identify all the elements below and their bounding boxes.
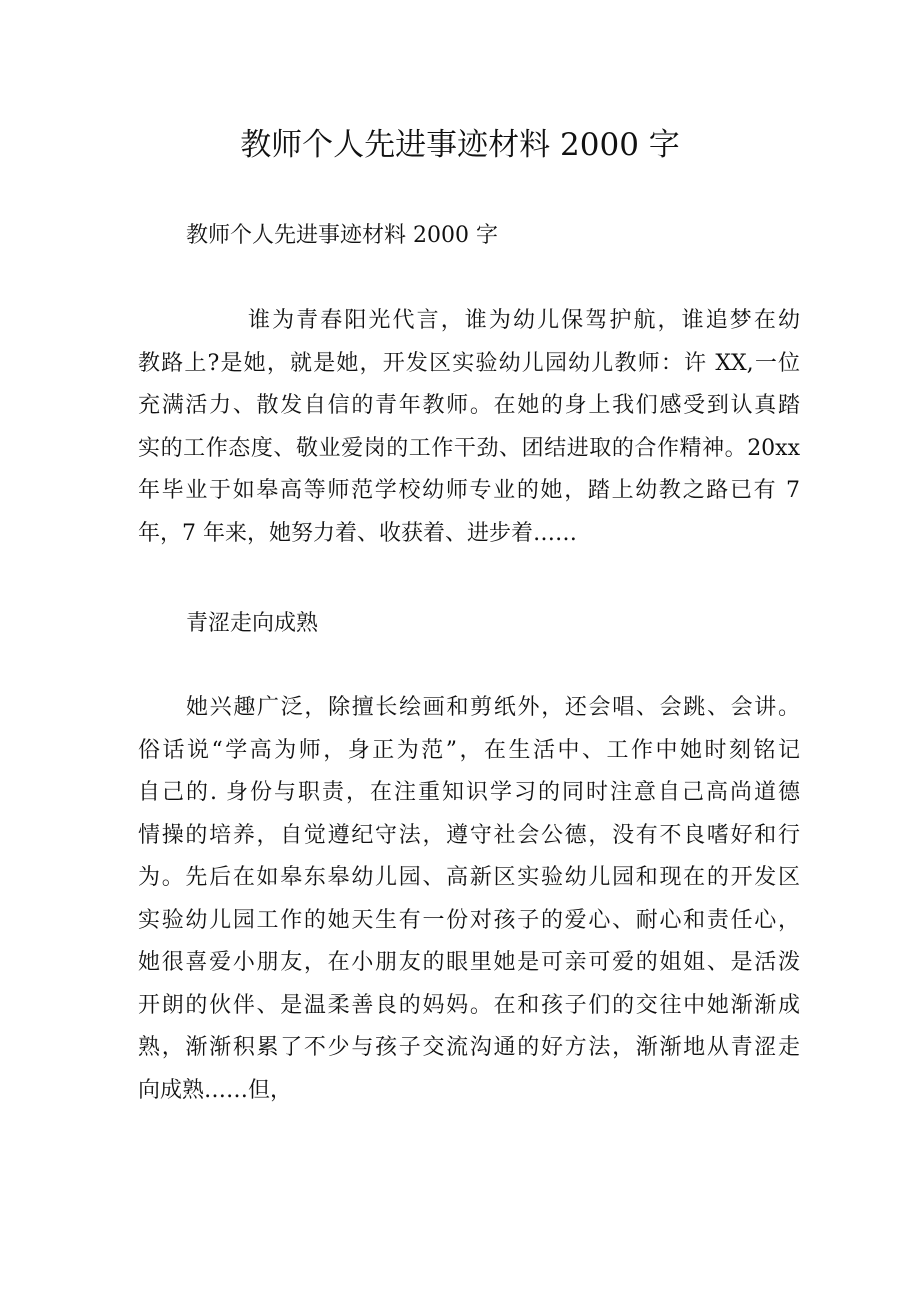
paragraph-line: 情操的培养，自觉遵纪守法，遵守社会公德，没有不良嗜好和行 bbox=[138, 822, 800, 848]
paragraph-line: 开朗的伙伴、是温柔善良的妈妈。在和孩子们的交往中她渐渐成 bbox=[138, 992, 800, 1018]
paragraph-line: 俗话说“学高为师，身正为范”，在生活中、工作中她时刻铭记 bbox=[138, 737, 800, 763]
paragraph-line: 实的工作态度、敬业爱岗的工作干劲、团结进取的合作精神。20xx bbox=[138, 435, 800, 461]
paragraph-line: 谁为青春阳光代言，谁为幼儿保驾护航，谁追梦在幼 bbox=[248, 308, 800, 333]
section-heading: 青涩走向成熟 bbox=[186, 611, 319, 636]
paragraph-line: 她兴趣广泛，除擅长绘画和剪纸外，还会唱、会跳、会讲。 bbox=[186, 695, 800, 720]
document-subtitle: 教师个人先进事迹材料 2000 字 bbox=[186, 223, 498, 248]
paragraph-line: 年毕业于如皋高等师范学校幼师专业的她，踏上幼教之路已有 7 bbox=[138, 478, 800, 503]
paragraph-line: 教路上?是她，就是她，开发区实验幼儿园幼儿教师：许 XX,一位 bbox=[138, 350, 800, 376]
paragraph-line: 熟，渐渐积累了不少与孩子交流沟通的好方法，渐渐地从青涩走 bbox=[138, 1035, 800, 1060]
paragraph-line: 她很喜爱小朋友，在小朋友的眼里她是可亲可爱的姐姐、是活泼 bbox=[138, 950, 800, 975]
paragraph-line: 充满活力、散发自信的青年教师。在她的身上我们感受到认真踏 bbox=[138, 393, 800, 418]
paragraph-line: 向成熟……但， bbox=[138, 1077, 293, 1103]
paragraph-line: 实验幼儿园工作的她天生有一份对孩子的爱心、耐心和责任心， bbox=[138, 907, 800, 933]
paragraph-line: 自己的. 身份与职责，在注重知识学习的同时注意自己高尚道德 bbox=[138, 780, 800, 805]
paragraph-line: 年，7 年来，她努力着、收获着、进步着…… bbox=[138, 520, 577, 546]
body-paragraph bbox=[138, 687, 800, 1112]
intro-paragraph bbox=[138, 300, 800, 555]
document-title: 教师个人先进事迹材料 2000 字 bbox=[240, 127, 680, 163]
paragraph-line: 为。先后在如皋东皋幼儿园、高新区实验幼儿园和现在的开发区 bbox=[138, 865, 800, 890]
